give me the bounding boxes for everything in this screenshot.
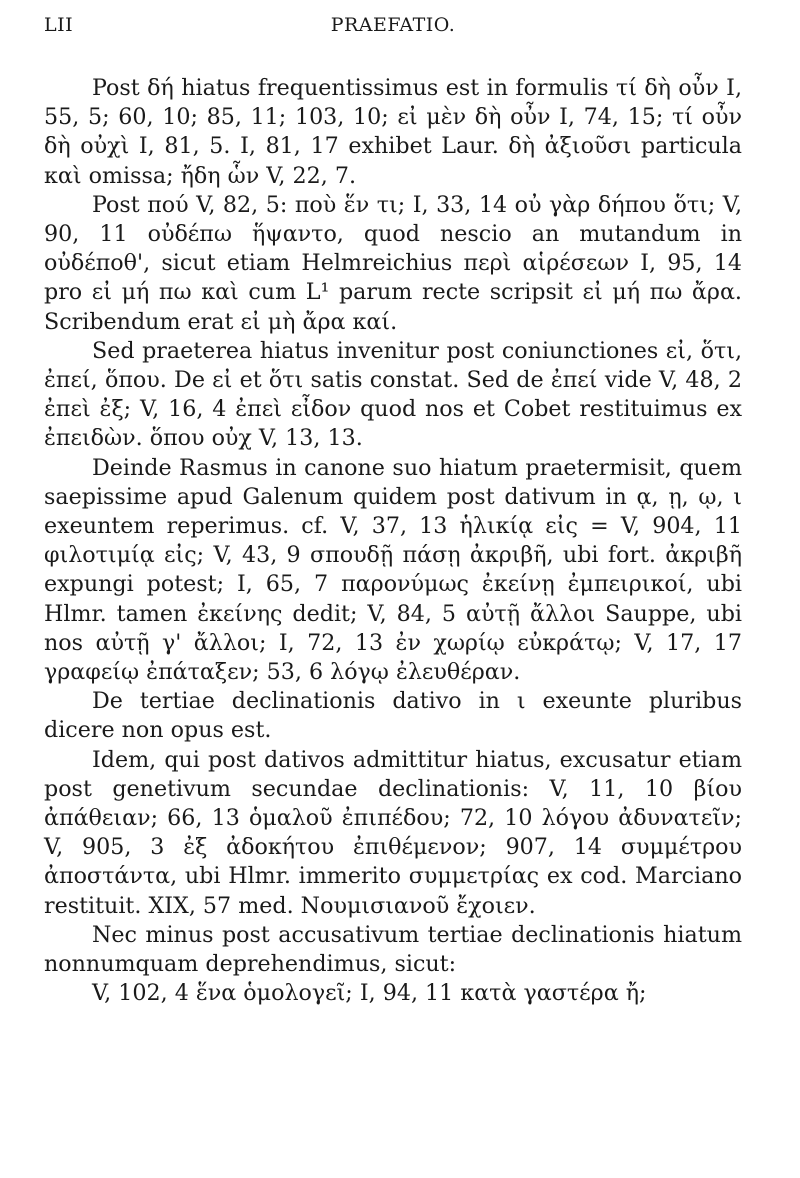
paragraph-coniunctiones: Sed praeterea hiatus invenitur post coniunctiones εἰ, ὅτι, ἐπεί, ὅπου. De εἰ et ὅτι satis constat. Sed de ἐπεί vide V, 48, 2 ἐπεὶ ἐξ; V, 16, 4 ἐπεὶ εἶδον quod nos et Cobet restituimus ex ἐπειδὼν. ὅπου οὐχ V, 13, 13.	[44, 337, 742, 452]
running-head	[44, 14, 742, 48]
paragraph-dativus: Deinde Rasmus in canone suo hiatum praetermisit, quem saepissime apud Galenum quidem post dativum in ᾳ, ῃ, ῳ, ι exeuntem reperimus. cf. V, 37, 13 ἡλικίᾳ εἰς = V, 904, 11 φιλοτιμίᾳ εἰς; V, 43, 9 σπουδῇ πάσῃ ἀκριβῆ, ubi fort. ἀκριβῆ expungi potest; I, 65, 7 παρονύμως ἐκείνῃ ἐμπειρικοί, ubi Hlmr. tamen ἐκείνης dedit; V, 84, 5 αὐτῇ ἄλλοι Sauppe, ubi nos αὐτῇ γ' ἄλλοι; I, 72, 13 ἐν χωρίῳ εὐκράτῳ; V, 17, 17 γραφείῳ ἐπάταξεν; 53, 6 λόγῳ ἐλευθέραν.	[44, 454, 742, 686]
paragraph-post-de: Post δή hiatus frequentissimus est in formulis τί δὴ οὖν I, 55, 5; 60, 10; 85, 11; 103, 10; εἰ μὲν δὴ οὖν I, 74, 15; τί οὖν δὴ οὐχὶ I, 81, 5. I, 81, 17 exhibet Laur. δὴ ἀξιοῦσι particula καὶ omissa; ἤδη ὧν V, 22, 7.	[44, 75, 742, 189]
page-number: LII	[44, 14, 74, 36]
paragraph-accusativum: Nec minus post accusativum tertiae declinationis hiatum nonnumquam deprehendimus, sicut:	[44, 921, 742, 978]
running-title: PRAEFATIO.	[330, 14, 456, 36]
paragraph-tertiae-dativo: De tertiae declinationis dativo in ι exeunte pluribus dicere non opus est.	[44, 688, 742, 744]
body-text	[44, 74, 742, 1009]
paragraph-genetivum: Idem, qui post dativos admittitur hiatus, excusatur etiam post genetivum secundae declinationis: V, 11, 10 βίου ἀπάθειαν; 66, 13 ὁμαλοῦ ἐπιπέδου; 72, 10 λόγου ἀδυνατεῖν; V, 905, 3 ἐξ ἀδοκήτου ἐπιθέμενον; 907, 14 συμμέτρου ἀποστάντα, ubi Hlmr. immerito συμμετρίας ex cod. Marciano restituit. XIX, 57 med. Νουμισιανοῦ ἔχοιεν.	[44, 746, 742, 919]
paragraph-post-pou: Post πού V, 82, 5: ποὺ ἕν τι; I, 33, 14 οὐ γὰρ δήπου ὅτι; V, 90, 11 οὐδέπω ἥψαντο, quod nescio an mutandum in οὐδέποθ', sicut etiam Helmreichius περὶ αἱρέσεων I, 95, 14 pro εἰ μή πω καὶ cum L¹ parum recte scripsit εἰ μή πω ἄρα. Scribendum erat εἰ μὴ ἄρα καί.	[44, 191, 742, 335]
paragraph-examples: V, 102, 4 ἕνα ὁμολογεῖ; I, 94, 11 κατὰ γαστέρα ἤ;	[92, 980, 647, 1007]
